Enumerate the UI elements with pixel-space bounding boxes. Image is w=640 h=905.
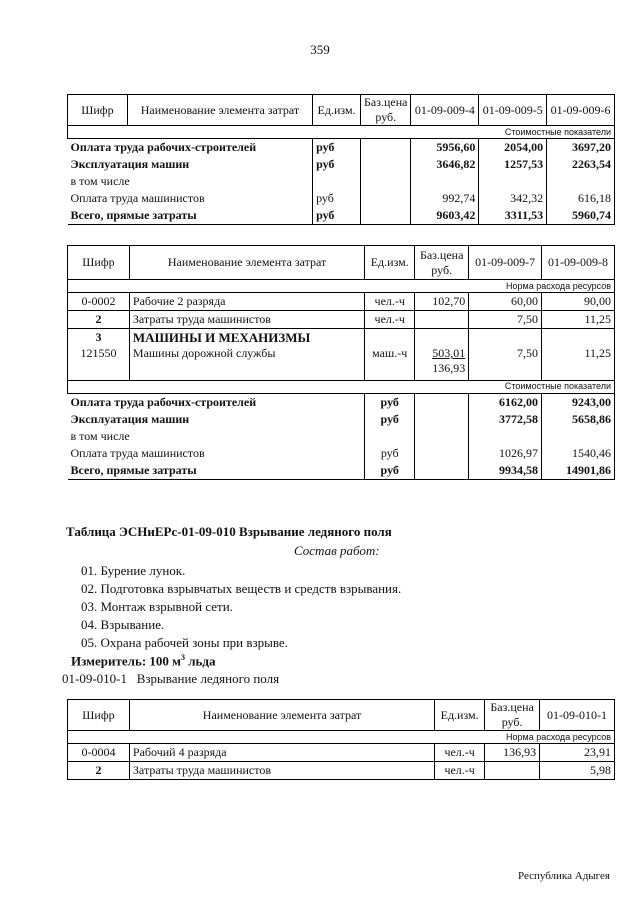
table-row bbox=[68, 346, 615, 380]
row-price bbox=[415, 346, 469, 380]
row-code: 0-0002 bbox=[68, 293, 130, 311]
row-name: Оплата труда машинистов bbox=[68, 190, 313, 207]
row-name: Оплата труда машинистов bbox=[68, 445, 365, 462]
row-unit: чел.-ч bbox=[435, 744, 485, 762]
table-row bbox=[68, 411, 615, 428]
row-value: 5960,74 bbox=[547, 207, 615, 225]
section-label: Норма расхода ресурсов bbox=[68, 731, 615, 744]
table-row bbox=[68, 173, 615, 190]
row-code: 121550 bbox=[68, 346, 130, 380]
row-name: Эксплуатация машин bbox=[68, 411, 365, 428]
row-unit: чел.-ч bbox=[365, 311, 415, 329]
row-unit: руб bbox=[365, 411, 415, 428]
resource-table-3 bbox=[67, 699, 615, 780]
table-header bbox=[68, 95, 615, 126]
row-unit: маш.-ч bbox=[365, 346, 415, 380]
section-label: Норма расхода ресурсов bbox=[68, 280, 615, 293]
table-row bbox=[68, 156, 615, 173]
work-item: 02. Подготовка взрывчатых веществ и средств взрывания. bbox=[81, 581, 402, 596]
row-name: МАШИНЫ И МЕХАНИЗМЫ bbox=[129, 329, 364, 347]
row-price: 102,70 bbox=[415, 293, 469, 311]
meter-sup: 3 bbox=[181, 653, 186, 662]
table-header bbox=[68, 246, 615, 280]
table-row bbox=[68, 462, 615, 480]
row-unit: руб bbox=[313, 139, 361, 157]
row-value: 11,25 bbox=[542, 346, 615, 380]
header-price: Баз.цена руб. bbox=[361, 95, 411, 126]
row-value: 3697,20 bbox=[547, 139, 615, 157]
header-col-1: 01-09-009-4 bbox=[411, 95, 479, 126]
row-unit: чел.-ч bbox=[435, 762, 485, 780]
row-value: 1257,53 bbox=[479, 156, 547, 173]
table-row bbox=[68, 428, 615, 445]
row-value: 90,00 bbox=[542, 293, 615, 311]
meter-label: Измеритель: 100 м bbox=[71, 653, 182, 669]
page-number: 359 bbox=[310, 42, 330, 57]
code-line: 01-09-010-1 Взрывание ледяного поля bbox=[62, 671, 280, 686]
row-name: Всего, прямые затраты bbox=[68, 462, 365, 480]
row-unit: руб bbox=[313, 156, 361, 173]
row-name: Рабочий 4 разряда bbox=[129, 744, 434, 762]
row-unit: руб bbox=[365, 462, 415, 480]
header-code: Шифр bbox=[68, 700, 130, 731]
header-name: Наименование элемента затрат bbox=[129, 246, 364, 280]
section-label-row bbox=[68, 731, 615, 744]
price-secondary: 136,93 bbox=[432, 361, 466, 375]
row-value: 5,98 bbox=[540, 762, 615, 780]
row-code: 3 bbox=[68, 329, 130, 347]
row-value: 616,18 bbox=[547, 190, 615, 207]
table-row bbox=[68, 762, 615, 780]
row-value: 3772,58 bbox=[469, 411, 542, 428]
header-price: Баз.цена руб. bbox=[485, 700, 540, 731]
header-col-1: 01-09-010-1 bbox=[540, 700, 615, 731]
header-price: Баз.цена руб. bbox=[415, 246, 469, 280]
row-name: Всего, прямые затраты bbox=[68, 207, 313, 225]
row-value: 7,50 bbox=[469, 311, 542, 329]
table-row bbox=[68, 207, 615, 225]
row-code: 0-0004 bbox=[68, 744, 130, 762]
row-value: 11,25 bbox=[542, 311, 615, 329]
row-price: 136,93 bbox=[485, 744, 540, 762]
work-item: 04. Взрывание. bbox=[81, 617, 165, 632]
row-value: 5956,60 bbox=[411, 139, 479, 157]
table-row bbox=[68, 293, 615, 311]
section-label-row bbox=[68, 380, 615, 393]
table-row bbox=[68, 329, 615, 347]
row-value: 2263,54 bbox=[547, 156, 615, 173]
table-row bbox=[68, 445, 615, 462]
cost-table-1 bbox=[67, 94, 615, 225]
header-code: Шифр bbox=[68, 246, 130, 280]
section-label-row bbox=[68, 280, 615, 293]
row-unit: руб bbox=[313, 190, 361, 207]
meter-rest: льда bbox=[185, 653, 216, 669]
footer-region: Республика Адыгея bbox=[517, 870, 610, 882]
header-col-2: 01-09-009-8 bbox=[542, 246, 615, 280]
header-name: Наименование элемента затрат bbox=[127, 95, 312, 126]
header-unit: Ед.изм. bbox=[435, 700, 485, 731]
table-row bbox=[68, 744, 615, 762]
row-value: 1540,46 bbox=[542, 445, 615, 462]
table-row bbox=[68, 311, 615, 329]
row-name: Оплата труда рабочих-строителей bbox=[68, 139, 313, 157]
row-value: 9934,58 bbox=[469, 462, 542, 480]
work-item: 01. Бурение лунок. bbox=[81, 563, 186, 578]
row-value: 60,00 bbox=[469, 293, 542, 311]
row-value: 6162,00 bbox=[469, 393, 542, 411]
table-row bbox=[68, 139, 615, 157]
row-name: Рабочие 2 разряда bbox=[129, 293, 364, 311]
row-name: Затраты труда машинистов bbox=[129, 311, 364, 329]
header-col-2: 01-09-009-5 bbox=[479, 95, 547, 126]
row-value: 9603,42 bbox=[411, 207, 479, 225]
work-item: 05. Охрана рабочей зоны при взрыве. bbox=[81, 635, 288, 650]
row-code: 2 bbox=[68, 311, 130, 329]
header-code: Шифр bbox=[68, 95, 128, 126]
row-value: 992,74 bbox=[411, 190, 479, 207]
work-item: 03. Монтаж взрывной сети. bbox=[81, 599, 233, 614]
price-primary: 503,01 bbox=[432, 346, 466, 360]
row-name: Оплата труда рабочих-строителей bbox=[68, 393, 365, 411]
row-value: 23,91 bbox=[540, 744, 615, 762]
table-row bbox=[68, 190, 615, 207]
row-unit: руб bbox=[365, 445, 415, 462]
row-value: 3311,53 bbox=[479, 207, 547, 225]
row-value: 2054,00 bbox=[479, 139, 547, 157]
section-label-row bbox=[68, 126, 615, 139]
row-value: 14901,86 bbox=[542, 462, 615, 480]
row-code: 2 bbox=[68, 762, 130, 780]
section-label: Стоимостные показатели bbox=[68, 380, 615, 393]
row-name: в том числе bbox=[68, 428, 365, 445]
row-name: в том числе bbox=[68, 173, 313, 190]
header-unit: Ед.изм. bbox=[313, 95, 361, 126]
header-col-1: 01-09-009-7 bbox=[469, 246, 542, 280]
section-label: Стоимостные показатели bbox=[68, 126, 615, 139]
row-value: 3646,82 bbox=[411, 156, 479, 173]
row-name: Эксплуатация машин bbox=[68, 156, 313, 173]
row-name: Машины дорожной службы bbox=[129, 346, 364, 380]
row-value: 5658,86 bbox=[542, 411, 615, 428]
row-value: 7,50 bbox=[469, 346, 542, 380]
section-subtitle: Состав работ: bbox=[294, 543, 380, 558]
table-header bbox=[68, 700, 615, 731]
row-value: 1026,97 bbox=[469, 445, 542, 462]
header-col-3: 01-09-009-6 bbox=[547, 95, 615, 126]
row-value: 342,32 bbox=[479, 190, 547, 207]
meter-line bbox=[71, 653, 216, 669]
header-unit: Ед.изм. bbox=[365, 246, 415, 280]
row-value: 9243,00 bbox=[542, 393, 615, 411]
row-unit: руб bbox=[313, 207, 361, 225]
table-row bbox=[68, 393, 615, 411]
header-name: Наименование элемента затрат bbox=[129, 700, 434, 731]
section-title: Таблица ЭСНиЕРс-01-09-010 Взрывание ледяного поля bbox=[66, 524, 392, 539]
resource-table-2 bbox=[67, 245, 615, 480]
row-name: Затраты труда машинистов bbox=[129, 762, 434, 780]
row-unit: чел.-ч bbox=[365, 293, 415, 311]
row-unit: руб bbox=[365, 393, 415, 411]
